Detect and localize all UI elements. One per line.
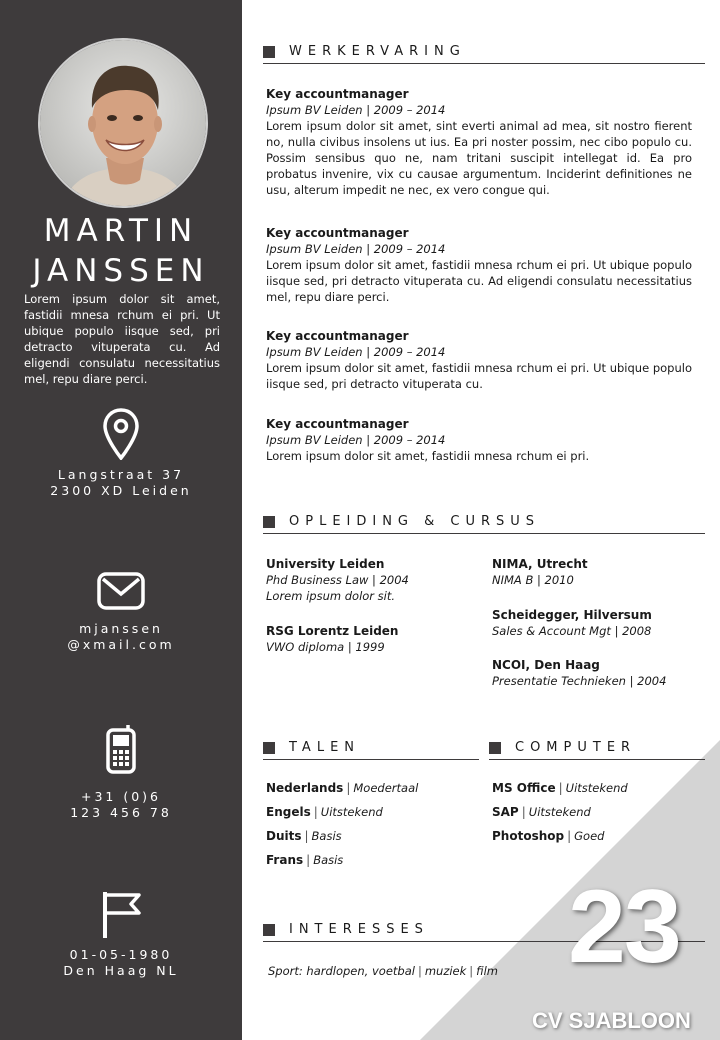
education-entry [266, 556, 486, 604]
interests-text: Sport: hardlopen, voetbal | muziek | film [268, 964, 498, 978]
template-number: 23 [568, 869, 680, 985]
computer-skill-level: Uitstekend [565, 781, 628, 795]
education-entry [266, 623, 486, 655]
section-square-icon [263, 516, 275, 528]
language-name: Engels [266, 805, 311, 819]
computer-skill-item: SAP | Uitstekend [492, 805, 591, 819]
address-line-1: Langstraat 37 [57, 467, 185, 482]
job-description: Lorem ipsum dolor sit amet, fastidii mnesa rchum ei pri. Ut ubique populo iisque sed, pri detracto vituperata cu. Ad eligendi consulatu necessitatius mel, repu diare perci. [266, 258, 692, 304]
language-item: Nederlands | Moedertaal [266, 781, 419, 795]
location-pin-icon [0, 408, 242, 460]
education-title: NCOI, Den Haag [492, 658, 600, 672]
computer-skill-level: Goed [574, 829, 605, 843]
phone-line-2: 123 456 78 [70, 805, 172, 820]
language-item: Duits | Basis [266, 829, 342, 843]
job-company: Ipsum BV Leiden | 2009 – 2014 [266, 103, 446, 117]
experience-entry [266, 328, 692, 392]
section-square-icon [263, 924, 275, 936]
language-name: Duits [266, 829, 302, 843]
interest-music: muziek [424, 964, 467, 978]
job-title: Key accountmanager [266, 417, 409, 431]
section-title: INTERESSES [289, 922, 429, 937]
education-sub: Phd Business Law | 2004 [266, 573, 409, 587]
job-description: Lorem ipsum dolor sit amet, sint everti animal ad mea, sit nostro fierent no, nulla civibus insolens ut ius. Ea pri noster possim, nec cibo populo cu. Possim sensibus quo ne, nam tritani suscipit intellegat id. Ea pro probatus invenire, vix cu causae argumentum. Inciderint definitiones ne usu, alterum impedit ne nec, ex vero congue qui. [266, 119, 692, 197]
email-line-1: mjanssen [79, 621, 163, 636]
section-title: COMPUTER [515, 740, 637, 755]
section-education-header [263, 514, 540, 529]
section-divider [263, 63, 705, 64]
first-name: MARTIN [43, 213, 199, 249]
computer-skill-item: Photoshop | Goed [492, 829, 605, 843]
education-entry [492, 657, 712, 689]
job-title: Key accountmanager [266, 226, 409, 240]
computer-skill-item: MS Office | Uitstekend [492, 781, 628, 795]
computer-skill-name: Photoshop [492, 829, 565, 843]
section-square-icon [263, 742, 275, 754]
section-divider [263, 533, 705, 534]
avatar [38, 38, 208, 208]
section-square-icon [489, 742, 501, 754]
section-divider [489, 759, 705, 760]
section-experience-header [263, 44, 466, 59]
section-divider [263, 759, 479, 760]
language-name: Nederlands [266, 781, 344, 795]
education-sub: VWO diploma | 1999 [266, 640, 385, 654]
sidebar [0, 0, 242, 1040]
section-title: OPLEIDING & CURSUS [289, 514, 541, 529]
section-computer-header [489, 740, 636, 755]
flag-icon [0, 890, 242, 940]
interest-sport: Sport: hardlopen, voetbal [268, 964, 415, 978]
section-title: TALEN [289, 740, 361, 755]
last-name: JANSSEN [32, 253, 210, 289]
experience-entry [266, 86, 692, 198]
experience-entry [266, 416, 692, 464]
computer-skill-name: SAP [492, 805, 519, 819]
education-entry [492, 556, 712, 588]
portrait-photo [40, 40, 208, 208]
education-title: RSG Lorentz Leiden [266, 624, 399, 638]
interest-film: film [476, 964, 498, 978]
mobile-phone-icon [0, 724, 242, 774]
job-company: Ipsum BV Leiden | 2009 – 2014 [266, 345, 446, 359]
computer-skill-level: Uitstekend [528, 805, 591, 819]
language-level: Basis [313, 853, 344, 867]
education-sub: Sales & Account Mgt | 2008 [492, 624, 652, 638]
email-line-2: @xmail.com [67, 637, 175, 652]
education-title: NIMA, Utrecht [492, 557, 588, 571]
section-interests-header [263, 922, 429, 937]
education-entry [492, 607, 712, 639]
education-title: Scheidegger, Hilversum [492, 608, 652, 622]
language-level: Uitstekend [320, 805, 383, 819]
education-title: University Leiden [266, 557, 385, 571]
computer-skill-name: MS Office [492, 781, 556, 795]
phone-line-1: +31 (0)6 [80, 789, 161, 804]
section-languages-header [263, 740, 360, 755]
job-description: Lorem ipsum dolor sit amet, fastidii mnesa rchum ei pri. [266, 449, 590, 463]
education-note: Lorem ipsum dolor sit. [266, 589, 396, 603]
job-title: Key accountmanager [266, 329, 409, 343]
template-label: CV SJABLOON [532, 1008, 691, 1033]
job-company: Ipsum BV Leiden | 2009 – 2014 [266, 433, 446, 447]
language-level: Moedertaal [353, 781, 419, 795]
education-sub: Presentatie Technieken | 2004 [492, 674, 667, 688]
address-line-2: 2300 XD Leiden [50, 483, 192, 498]
profile-intro: Lorem ipsum dolor sit amet, fastidii mnesa rchum ei pri. Ut ubique populo iisque sed, pri detracto vituperata cu. Ad eligendi consulatu necessitatius mel, repu diare perci. [24, 292, 220, 386]
birth-place: Den Haag NL [63, 963, 179, 978]
language-item: Engels | Uitstekend [266, 805, 383, 819]
birth-date: 01-05-1980 [69, 947, 173, 962]
experience-entry [266, 225, 692, 305]
job-company: Ipsum BV Leiden | 2009 – 2014 [266, 242, 446, 256]
envelope-icon [0, 572, 242, 610]
education-sub: NIMA B | 2010 [492, 573, 574, 587]
section-title: WERKERVARING [289, 44, 466, 59]
section-square-icon [263, 46, 275, 58]
language-level: Basis [311, 829, 342, 843]
language-name: Frans [266, 853, 304, 867]
job-title: Key accountmanager [266, 87, 409, 101]
language-item: Frans | Basis [266, 853, 344, 867]
job-description: Lorem ipsum dolor sit amet, fastidii mnesa rchum ei pri. Ut ubique populo iisque sed, pri detracto vituperata cu. [266, 361, 692, 391]
